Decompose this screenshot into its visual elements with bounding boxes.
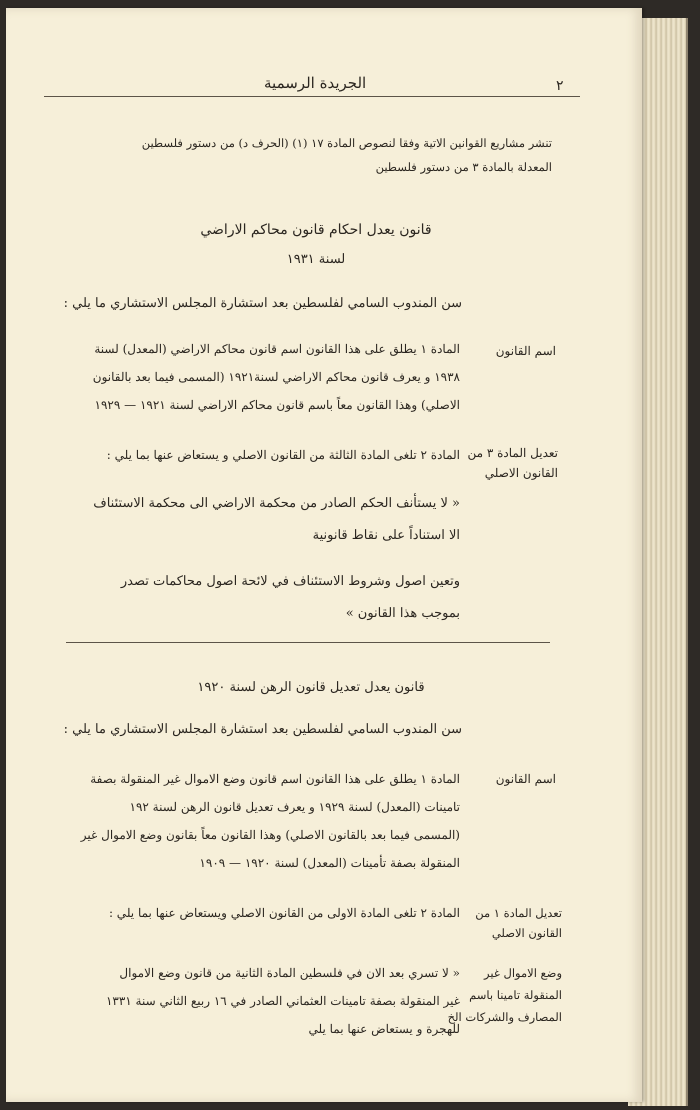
law2-art3-marginal-1: وضع الاموال غير: [484, 966, 562, 980]
law1-quote-line-3: وتعين اصول وشروط الاستئناف في لائحة اصول محاكمات تصدر: [120, 574, 460, 589]
law2-art2-marginal-1: تعديل المادة ١ من: [475, 906, 562, 920]
document-page: [6, 8, 642, 1102]
law1-art1-line-3: الاصلي) وهذا القانون معاً باسم قانون محاكم الاراضي لسنة ١٩٢١ — ١٩٢٩: [94, 398, 460, 412]
law1-quote-line-2: الا استناداً على نقاط قانونية: [312, 528, 460, 543]
law2-art3-marginal-3: المصارف والشركات الخ: [447, 1010, 562, 1024]
law2-enactment: سن المندوب السامي لفلسطين بعد استشارة المجلس الاستشاري ما يلي :: [63, 722, 462, 737]
law2-art1-line-2: تامينات (المعدل) لسنة ١٩٢٩ و يعرف تعديل قانون الرهن لسنة ١٩٢: [129, 800, 460, 814]
law1-enactment: سن المندوب السامي لفلسطين بعد استشارة المجلس الاستشاري ما يلي :: [63, 296, 462, 311]
law2-quote-line-2: غير المنقولة بصفة تامينات العثماني الصادر في ١٦ ربيع الثاني سنة ١٣٣١: [105, 994, 460, 1008]
law2-art1-marginal: اسم القانون: [495, 772, 556, 786]
law1-year: لسنة ١٩٣١: [286, 252, 346, 267]
law2-art3-marginal-2: المنقولة تامينا باسم: [469, 988, 562, 1002]
preamble-line-1: تنشر مشاريع القوانين الاتية وفقا لنصوص المادة ١٧ (١) (الحرف د) من دستور فلسطين: [141, 136, 552, 150]
journal-title: الجريدة الرسمية: [264, 74, 367, 92]
law2-quote-line-1: « لا تسري بعد الان في فلسطين المادة الثانية من قانون وضع الاموال: [119, 966, 460, 980]
law2-art1-line-4: المنقولة بصفة تأمينات (المعدل) لسنة ١٩٢٠ — ١٩٠٩: [199, 856, 460, 870]
section-divider: [66, 642, 550, 643]
preamble-line-2: المعدلة بالمادة ٣ من دستور فلسطين: [375, 160, 552, 174]
law2-art1-line-1: المادة ١ يطلق على هذا القانون اسم قانون وضع الاموال غير المنقولة بصفة: [90, 772, 460, 786]
law2-art2-marginal-2: القانون الاصلي: [491, 926, 562, 940]
law2-title: قانون يعدل تعديل قانون الرهن لسنة ١٩٢٠: [197, 680, 425, 695]
law1-art1-marginal: اسم القانون: [495, 344, 556, 358]
law1-title: قانون يعدل احكام قانون محاكم الاراضي: [200, 222, 432, 238]
law1-art2-marginal-1: تعديل المادة ٣ من: [467, 446, 558, 460]
law1-art2-text: المادة ٢ تلغى المادة الثالثة من القانون الاصلي و يستعاض عنها بما يلي :: [106, 448, 460, 462]
law2-art2-text: المادة ٢ تلغى المادة الاولى من القانون الاصلي ويستعاض عنها بما يلي :: [108, 906, 460, 920]
law1-art1-line-2: ١٩٣٨ و يعرف قانون محاكم الاراضي لسنة١٩٢١ (المسمى فيما بعد بالقانون: [92, 370, 460, 384]
law1-art2-marginal-2: القانون الاصلي: [484, 466, 558, 480]
page-number: ٢: [556, 78, 564, 94]
law1-quote-line-1: « لا يستأنف الحكم الصادر من محكمة الاراضي الى محكمة الاستئناف: [93, 496, 460, 511]
law1-quote-line-4: بموجب هذا القانون »: [345, 606, 460, 621]
law1-art1-line-1: المادة ١ يطلق على هذا القانون اسم قانون محاكم الاراضي (المعدل) لسنة: [94, 342, 460, 356]
law2-art1-line-3: (المسمى فيما بعد بالقانون الاصلي) وهذا القانون معاً بقانون وضع الاموال غير: [80, 828, 460, 842]
header-rule: [44, 96, 580, 97]
law2-quote-line-3: للهجرة و يستعاض عنها بما يلي: [308, 1022, 460, 1036]
